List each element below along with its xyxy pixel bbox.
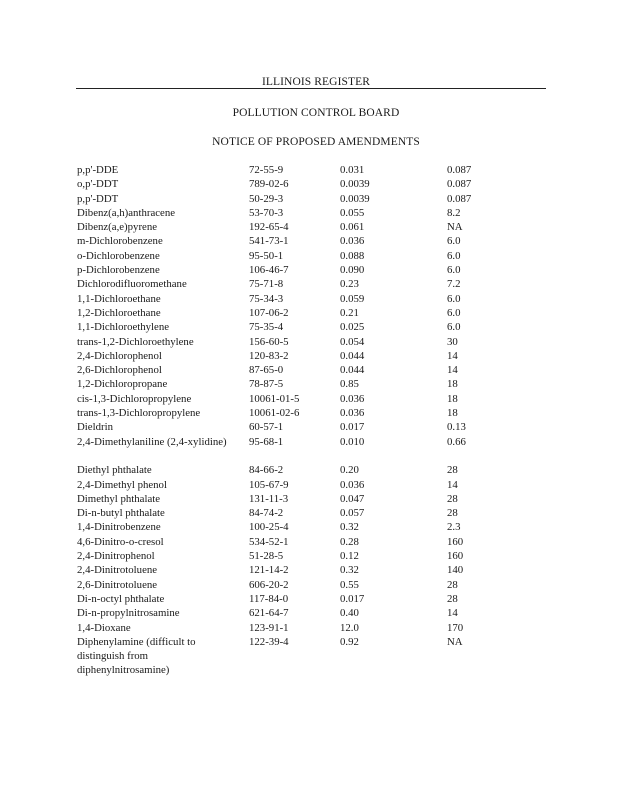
constituent-name: Dibenz(a,e)pyrene [77,221,158,234]
nonwastewater-standard: 2.3 [447,521,461,534]
cas-number: 534-52-1 [249,535,289,548]
constituent-name: Dimethyl phthalate [77,492,161,505]
nonwastewater-standard: 28 [447,464,458,477]
constituent-name: 2,4-Dimethylaniline (2,4-xylidine) [77,435,227,448]
wastewater-standard: 0.010 [340,435,365,448]
constituent-name: 1,4-Dioxane [77,621,131,634]
constituent-name: 1,1-Dichloroethane [77,292,161,305]
nonwastewater-standard: 28 [447,492,458,505]
table-row [77,435,497,464]
wastewater-standard: 0.036 [340,235,365,248]
cas-number: 75-35-4 [249,321,284,334]
cas-number: 95-50-1 [249,249,284,262]
table-row [77,520,497,534]
table-row [77,277,497,291]
header-rule [76,88,546,89]
cas-number: 105-67-9 [249,478,289,491]
table-row [77,177,497,191]
wastewater-standard: 0.017 [340,421,365,434]
nonwastewater-standard: 30 [447,335,458,348]
constituent-name: Diphenylamine (difficult to distinguish from diphenylnitrosamine) [77,635,196,677]
cas-number: 789-02-6 [249,178,289,191]
table-row [77,478,497,492]
constituent-name: p-Dichlorobenzene [77,264,160,277]
nonwastewater-standard: 6.0 [447,264,461,277]
constituent-name: Diethyl phthalate [77,464,152,477]
constituent-name: o,p'-DDT [77,178,119,191]
nonwastewater-standard: 0.13 [447,421,466,434]
table-row [77,249,497,263]
constituent-name: Di-n-propylnitrosamine [77,607,180,620]
table-row [77,306,497,320]
table-row [77,621,497,635]
table-row [77,320,497,334]
table-row [77,563,497,577]
nonwastewater-standard: 28 [447,578,458,591]
nonwastewater-standard: 0.087 [447,178,472,191]
cas-number: 192-65-4 [249,221,289,234]
cas-number: 107-06-2 [249,306,289,319]
cas-number: 84-74-2 [249,507,284,520]
wastewater-standard: 0.55 [340,578,359,591]
nonwastewater-standard: NA [447,635,463,648]
cas-number: 106-46-7 [249,264,289,277]
cas-number: 87-65-0 [249,364,284,377]
table-row [77,549,497,563]
wastewater-standard: 0.92 [340,635,359,648]
cas-number: 84-66-2 [249,464,284,477]
nonwastewater-standard: 18 [447,392,458,405]
register-title: ILLINOIS REGISTER [261,76,371,88]
table-row [77,335,497,349]
cas-number: 95-68-1 [249,435,284,448]
constituent-name: p,p'-DDE [77,164,119,176]
table-row [77,349,497,363]
nonwastewater-standard: 28 [447,507,458,520]
constituent-name: trans-1,3-Dichloropropylene [77,407,201,420]
constituent-name: 2,6-Dinitrotoluene [77,578,158,591]
table-row [77,263,497,277]
nonwastewater-standard: 160 [447,550,464,563]
cas-number: 60-57-1 [249,421,284,434]
nonwastewater-standard: 14 [447,607,458,620]
wastewater-standard: 0.32 [340,521,359,534]
wastewater-standard: 0.0039 [340,178,370,191]
wastewater-standard: 0.047 [340,492,365,505]
cas-number: 606-20-2 [249,578,289,591]
constituent-name: 2,4-Dichlorophenol [77,349,162,362]
cas-number: 123-91-1 [249,621,289,634]
cas-number: 51-28-5 [249,550,284,563]
nonwastewater-standard: 28 [447,592,458,605]
table-row [77,535,497,549]
wastewater-standard: 0.025 [340,321,365,334]
wastewater-standard: 0.23 [340,278,359,291]
nonwastewater-standard: 170 [447,621,464,634]
table-row [77,578,497,592]
nonwastewater-standard: 14 [447,478,458,491]
table-row [77,163,497,177]
constituent-name: 2,4-Dinitrotoluene [77,564,158,577]
table-row [77,363,497,377]
wastewater-standard: 0.32 [340,564,359,577]
nonwastewater-standard: 0.66 [447,435,466,448]
cas-number: 10061-02-6 [249,407,300,420]
nonwastewater-standard: 14 [447,364,458,377]
wastewater-standard: 0.0039 [340,192,370,205]
cas-number: 10061-01-5 [249,392,300,405]
table-row [77,606,497,620]
constituent-name: 1,4-Dinitrobenzene [77,521,161,534]
cas-number: 72-55-9 [249,164,284,176]
nonwastewater-standard: 0.087 [447,192,472,205]
cas-number: 120-83-2 [249,349,289,362]
constituent-name: p,p'-DDT [77,192,119,205]
wastewater-standard: 0.85 [340,378,359,391]
table-row [77,292,497,306]
wastewater-standard: 0.036 [340,407,365,420]
nonwastewater-standard: 0.087 [447,164,472,176]
wastewater-standard: 0.28 [340,535,359,548]
nonwastewater-standard: NA [447,221,463,234]
table-row [77,406,497,420]
constituent-name: Dibenz(a,h)anthracene [77,206,176,219]
cas-number: 131-11-3 [249,492,289,505]
wastewater-standard: 0.057 [340,507,365,520]
constituent-table [77,163,497,678]
cas-number: 50-29-3 [249,192,284,205]
constituent-name: Dichlorodifluoromethane [77,278,187,291]
wastewater-standard: 0.036 [340,392,365,405]
table-row [77,463,497,477]
board-title: POLLUTION CONTROL BOARD [232,107,400,119]
cas-number: 75-71-8 [249,278,284,291]
wastewater-standard: 0.21 [340,306,359,319]
wastewater-standard: 0.12 [340,550,359,563]
wastewater-standard: 0.20 [340,464,359,477]
cas-number: 621-64-7 [249,607,289,620]
table-row [77,220,497,234]
nonwastewater-standard: 7.2 [447,278,461,291]
constituent-name: Di-n-butyl phthalate [77,507,165,520]
wastewater-standard: 0.088 [340,249,365,262]
cas-number: 100-25-4 [249,521,289,534]
table-row [77,377,497,391]
wastewater-standard: 0.036 [340,478,365,491]
nonwastewater-standard: 14 [447,349,458,362]
nonwastewater-standard: 160 [447,535,464,548]
wastewater-standard: 0.031 [340,164,365,176]
table-row [77,206,497,220]
constituent-name: Di-n-octyl phthalate [77,592,165,605]
constituent-name: 4,6-Dinitro-o-cresol [77,535,164,548]
constituent-name: 1,2-Dichloroethane [77,306,161,319]
wastewater-standard: 0.40 [340,607,359,620]
cas-number: 121-14-2 [249,564,289,577]
constituent-name: m-Dichlorobenzene [77,235,163,248]
wastewater-standard: 0.061 [340,221,365,234]
nonwastewater-standard: 6.0 [447,306,461,319]
table-row [77,492,497,506]
table-row [77,635,497,678]
wastewater-standard: 0.090 [340,264,365,277]
nonwastewater-standard: 6.0 [447,292,461,305]
constituent-name: Dieldrin [77,421,113,434]
wastewater-standard: 0.055 [340,206,365,219]
constituent-name: trans-1,2-Dichloroethylene [77,335,194,348]
table-row [77,392,497,406]
constituent-name: 2,6-Dichlorophenol [77,364,162,377]
wastewater-standard: 0.017 [340,592,365,605]
nonwastewater-standard: 18 [447,407,458,420]
table-row [77,420,497,434]
constituent-name: 1,2-Dichloropropane [77,378,168,391]
cas-number: 156-60-5 [249,335,289,348]
cas-number: 78-87-5 [249,378,284,391]
table-row [77,192,497,206]
cas-number: 53-70-3 [249,206,284,219]
nonwastewater-standard: 8.2 [447,206,461,219]
nonwastewater-standard: 18 [447,378,458,391]
table-row [77,592,497,606]
nonwastewater-standard: 6.0 [447,235,461,248]
wastewater-standard: 12.0 [340,621,359,634]
nonwastewater-standard: 6.0 [447,249,461,262]
wastewater-standard: 0.059 [340,292,365,305]
cas-number: 122-39-4 [249,635,289,648]
cas-number: 541-73-1 [249,235,289,248]
wastewater-standard: 0.044 [340,364,365,377]
table-row [77,506,497,520]
wastewater-standard: 0.054 [340,335,365,348]
wastewater-standard: 0.044 [340,349,365,362]
constituent-name: o-Dichlorobenzene [77,249,160,262]
notice-title: NOTICE OF PROPOSED AMENDMENTS [212,136,420,148]
table-row [77,234,497,248]
nonwastewater-standard: 6.0 [447,321,461,334]
constituent-name: cis-1,3-Dichloropropylene [77,392,192,405]
constituent-name: 2,4-Dinitrophenol [77,550,155,563]
cas-number: 75-34-3 [249,292,284,305]
nonwastewater-standard: 140 [447,564,464,577]
constituent-name: 2,4-Dimethyl phenol [77,478,167,491]
constituent-name: 1,1-Dichloroethylene [77,321,170,334]
cas-number: 117-84-0 [249,592,289,605]
